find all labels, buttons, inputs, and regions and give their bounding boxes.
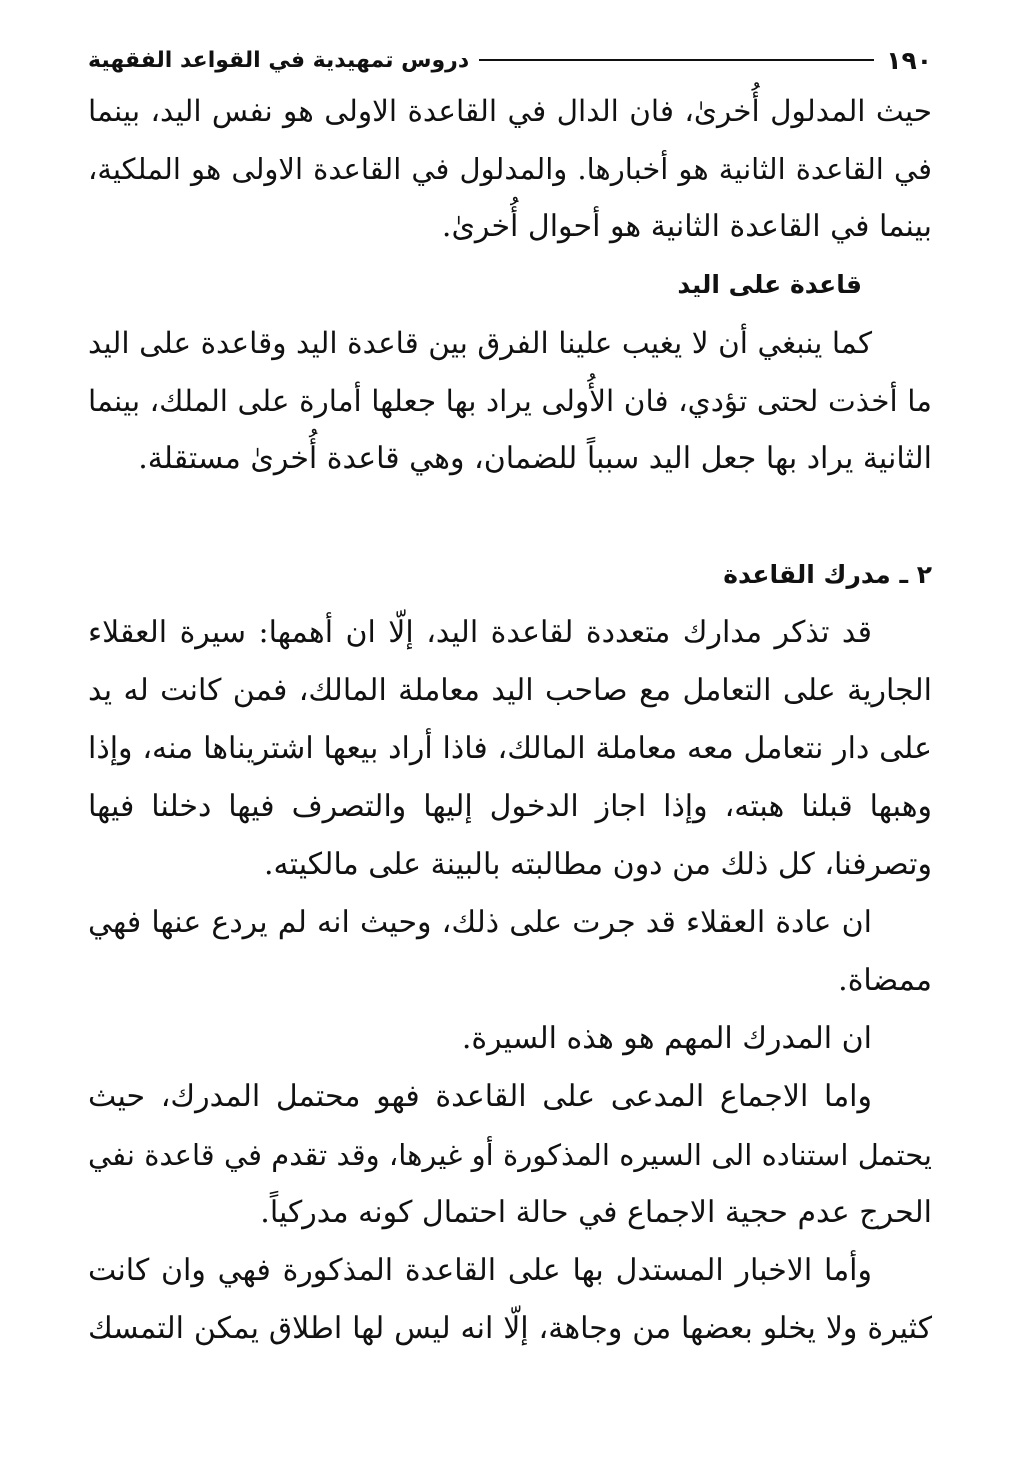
book-title: دروس تمهيدية في القواعد الفقهية [88,47,470,73]
text-line: واما الاجماع المدعى على القاعدة فهو محتمل المدرك، حيث [88,1079,872,1114]
text-line: ما أخذت لحتى تؤدي، فان الأُولى يراد بها جعلها أمارة على الملك، بينما [88,384,932,418]
text-line: كثيرة ولا يخلو بعضها من وجاهة، إلّا انه ليس لها اطلاق يمكن التمسك [88,1311,932,1346]
header-rule [479,59,874,61]
section-heading: ٢ ـ مدرك القاعدة [723,560,932,589]
body-text [88,82,932,1358]
text-line: ممضاة. [838,963,932,998]
text-line: يحتمل استناده الى السيره المذكورة أو غيرها، وقد تقدم في قاعدة نفي [88,1138,932,1172]
document-page [88,38,932,1358]
section-heading: قاعدة على اليد [677,270,862,299]
text-line: بينما في القاعدة الثانية هو أحوال أُخرىٰ. [441,209,932,244]
text-line: قد تذكر مدارك متعددة لقاعدة اليد، إلّا ان أهمها: سيرة العقلاء [88,615,872,650]
page-number: ١٩٠ [886,45,932,75]
text-line: وتصرفنا، كل ذلك من دون مطالبته بالبينة على مالكيته. [264,847,932,882]
page-header [88,38,932,82]
text-line: الجارية على التعامل مع صاحب اليد معاملة المالك، فمن كانت له يد [88,673,932,708]
paragraph-gap [88,488,932,546]
text-line: وهبها قبلنا هبته، وإذا اجاز الدخول إليها والتصرف فيها دخلنا فيها [88,789,932,824]
text-line: الثانية يراد بها جعل اليد سبباً للضمان، وهي قاعدة أُخرىٰ مستقلة. [138,441,932,476]
text-line: على دار نتعامل معه معاملة المالك، فاذا أراد بيعها اشتريناها منه، وإذا [88,731,932,766]
text-line: حيث المدلول أُخرىٰ، فان الدال في القاعدة الاولى هو نفس اليد، بينما [88,94,932,128]
text-line: الحرج عدم حجية الاجماع في حالة احتمال كونه مدركياً. [260,1195,932,1230]
text-line: كما ينبغي أن لا يغيب علينا الفرق بين قاعدة اليد وقاعدة على اليد [88,326,872,360]
text-line: وأما الاخبار المستدل بها على القاعدة المذكورة فهي وان كانت [88,1253,873,1288]
text-line: ان عادة العقلاء قد جرت على ذلك، وحيث انه لم يردع عنها فهي [88,905,872,940]
text-line: في القاعدة الثانية هو أخبارها. والمدلول في القاعدة الاولى هو الملكية، [88,152,932,186]
text-line: ان المدرك المهم هو هذه السيرة. [461,1021,872,1056]
